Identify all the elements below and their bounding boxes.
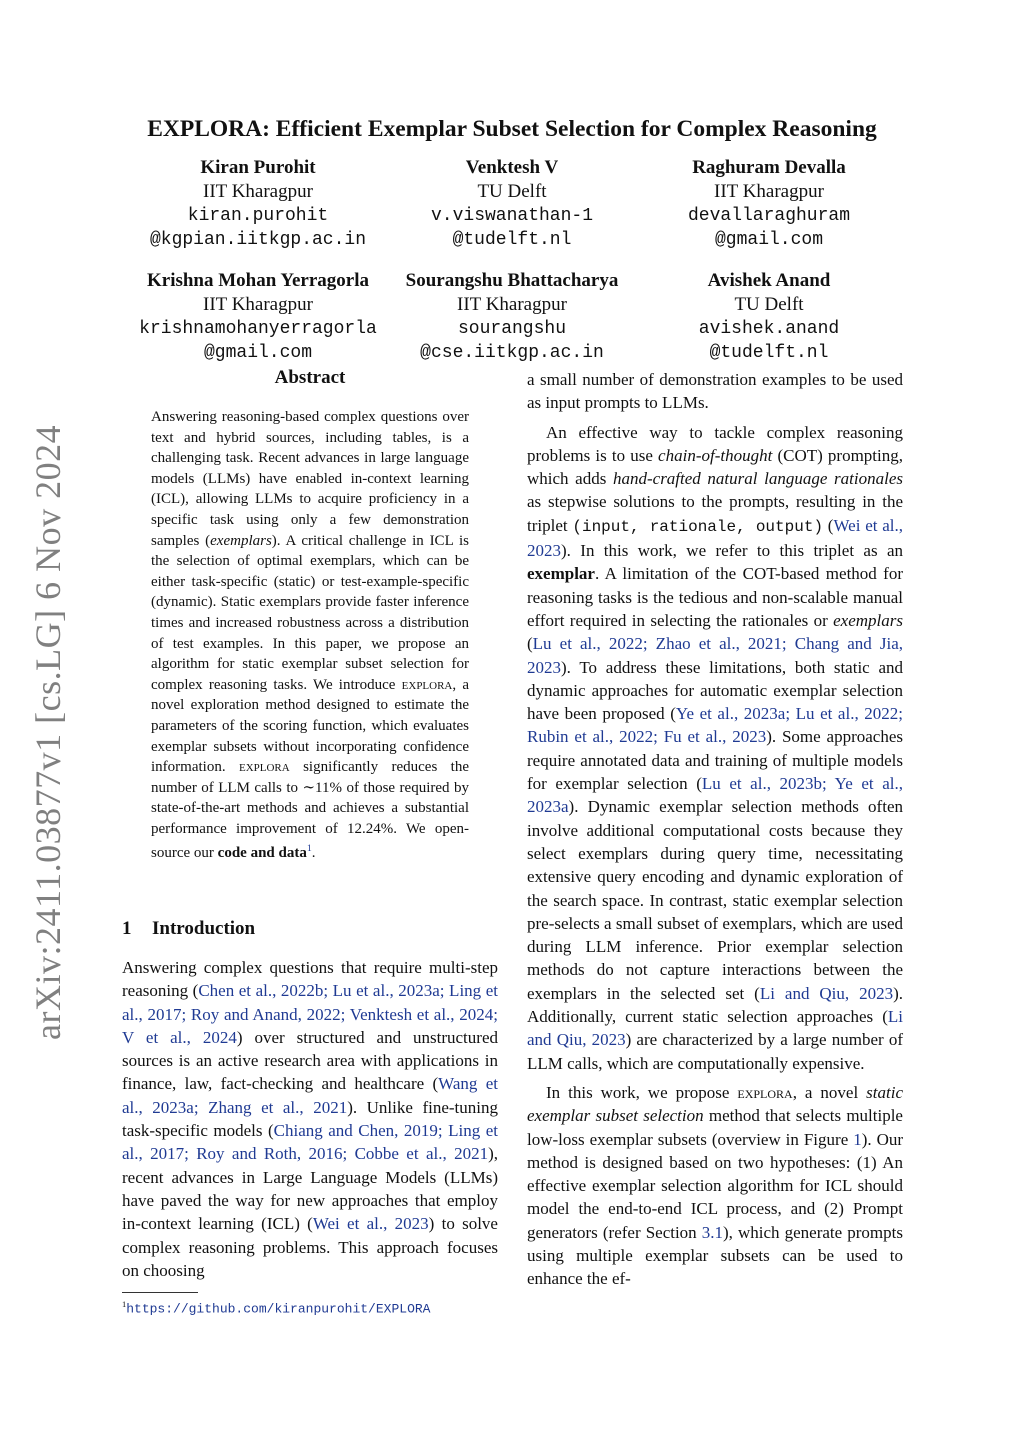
author-email: devallaraghuram	[687, 206, 851, 226]
author-email-domain: @tudelft.nl	[709, 343, 829, 363]
citation-link[interactable]: Chen et al., 2022b; Lu et al., 2023a; Ling et al., 2017; Roy and Anand, 2022; Venktesh et al., 2024; V et al., 2024	[122, 981, 498, 1047]
abstract-heading: Abstract	[274, 367, 346, 388]
citation-link[interactable]: Lu et al., 2022; Zhao et al., 2021; Chang and Jia, 2023	[527, 634, 903, 677]
footnote-rule	[122, 1292, 198, 1293]
paragraph: An effective way to tackle complex reasoning problems is to use chain-of-thought (COT) prompting, which adds hand-crafted natural language rationales as stepwise solutions to the prompts, resulting in the triplet (input, rationale, output) (Wei et al., 2023). In this work, we refer to this triplet as an exemplar. A limitation of the COT-based method for reasoning tasks is the tedious and non-scalable manual effort required in selecting the rationales or exemplars (Lu et al., 2022; Zhao et al., 2021; Chang and Jia, 2023). To address these limitations, both static and dynamic approaches for automatic exemplar selection have been proposed (Ye et al., 2023a; Lu et al., 2022; Rubin et al., 2022; Fu et al., 2023). Some approaches require annotated data and training of multiple models for exemplar selection (Lu et al., 2023b; Ye et al., 2023a). Dynamic exemplar selection methods often involve additional computational costs because they select exemplars during query time, necessitating extensive query encoding and dynamic exploration of the search space. In contrast, static exemplar selection pre-selects a small subset of exemplars, which are used during LLM inference. Prior exemplar selection methods do not capture interactions between the exemplars in the selected set (Li and Qiu, 2023). Additionally, current static selection approaches (Li and Qiu, 2023) are characterized by a large number of LLM calls, which are computationally expensive.	[527, 422, 904, 1073]
author-email: krishnamohanyerragorla	[139, 319, 377, 339]
author-email-domain: @cse.iitkgp.ac.in	[420, 343, 604, 363]
citation-link[interactable]: Wang et al., 2023a; Zhang et al., 2021	[122, 1074, 499, 1117]
paragraph: Answering complex questions that require multi-step reasoning (Chen et al., 2022b; Lu et al., 2023a; Ling et al., 2017; Roy and Anand, 2022; Venktesh et al., 2024; V et al., 2024) over structured and unstructured sources is an active research area with applications in finance, law, fact-checking and healthcare (Wang et al., 2023a; Zhang et al., 2021). Unlike fine-tuning task-specific models (Chiang and Chen, 2019; Ling et al., 2017; Roy and Roth, 2016; Cobbe et al., 2021), recent advances in Large Language Models (LLMs) have paved the way for new approaches that employ in-context learning (ICL) (Wei et al., 2023) to solve complex reasoning problems. This approach focuses on choosing	[122, 958, 499, 1280]
paragraph: In this work, we propose explora, a novel static exemplar subset selection method that selects multiple low-loss exemplar subsets (overview in Figure 1). Our method is designed based on two hypotheses: (1) An effective exemplar selection algorithm for ICL should model the end-to-end ICL process, and (2) Prompt generators (refer Section 3.1), which generate prompts using multiple exemplar subsets can be used to enhance the ef-	[527, 1082, 904, 1289]
author-affiliation: IIT Kharagpur	[203, 294, 313, 315]
author-affiliation: IIT Kharagpur	[714, 181, 824, 202]
right-column-text	[527, 368, 903, 1291]
author-name: Avishek Anand	[707, 270, 831, 291]
citation-link[interactable]: Chiang and Chen, 2019; Ling et al., 2017; Roy and Roth, 2016; Cobbe et al., 2021	[122, 1121, 498, 1164]
author-affiliation: TU Delft	[477, 181, 547, 202]
author-email: v.viswanathan-1	[430, 206, 594, 226]
author-block	[362, 269, 662, 365]
author-email-domain: @kgpian.iitkgp.ac.in	[149, 230, 367, 250]
author-affiliation: IIT Kharagpur	[457, 294, 567, 315]
author-name: Krishna Mohan Yerragorla	[146, 270, 369, 291]
abstract-body: Answering reasoning-based complex questions over text and hybrid sources, including tables, is a challenging task. Recent advances in large language models (LLMs) have enabled in-context learning (ICL), allowing LLMs to acquire proficiency in a specific task using only a few demonstration samples (exemplars). A critical challenge in ICL is the selection of optimal exemplars, which can be either task-specific (static) or test-example-specific (dynamic). Static exemplars provide faster inference times and increased robustness across a distribution of test examples. In this paper, we propose an algorithm for static exemplar subset selection for complex reasoning tasks. We introduce explora, a novel exploration method designed to estimate the parameters of the scoring function, which evaluates exemplar subsets without incorporating confidence information. explora significantly reduces the number of LLM calls to ∼11% of those required by state-of-the-art methods and achieves a substantial performance improvement of 12.24%. We open-source our code and data$^1$.	[151, 409, 469, 862]
citation-link[interactable]: Li and Qiu, 2023	[759, 983, 894, 1003]
arxiv-stamp: arXiv:2411.03877v1 [cs.LG] 6 Nov 2024	[28, 424, 68, 1040]
author-name: Kiran Purohit	[200, 157, 316, 178]
author-email-domain: @gmail.com	[714, 230, 824, 250]
citation-link[interactable]: Ye et al., 2023a; Lu et al., 2022; Rubin et al., 2022; Fu et al., 2023	[527, 704, 903, 747]
citation-link[interactable]: Li and Qiu, 2023	[527, 1007, 903, 1050]
citation-link[interactable]: Wei et al., 2023	[312, 1214, 429, 1234]
author-block	[619, 269, 919, 365]
footnote: $^1$https://github.com/kiranpurohit/EXPLORA	[122, 1299, 431, 1317]
footnote-link[interactable]: https://github.com/kiranpurohit/EXPLORA	[126, 1301, 431, 1317]
author-email: avishek.anand	[698, 319, 840, 339]
section-heading: 1 Introduction	[122, 918, 256, 939]
author-name: Venktesh V	[465, 157, 559, 178]
author-email: sourangshu	[457, 319, 567, 339]
author-affiliation: IIT Kharagpur	[203, 181, 313, 202]
author-email: kiran.purohit	[187, 206, 329, 226]
citation-link[interactable]: Wei et al., 2023	[527, 515, 904, 561]
citation-link[interactable]: Lu et al., 2023b; Ye et al., 2023a	[527, 774, 903, 817]
paragraph: a small number of demonstration examples to be used as input prompts to LLMs.	[527, 370, 903, 413]
author-name: Sourangshu Bhattacharya	[405, 270, 619, 291]
author-block	[619, 156, 919, 252]
author-affiliation: TU Delft	[734, 294, 804, 315]
footnote-marker[interactable]: 1	[306, 843, 312, 855]
figure-ref-link[interactable]: 1	[853, 1129, 862, 1149]
author-email-domain: @gmail.com	[203, 343, 313, 363]
left-column-text	[122, 956, 498, 1282]
author-email-domain: @tudelft.nl	[452, 230, 572, 250]
author-name: Raghuram Devalla	[692, 157, 846, 178]
paper-title: EXPLORA: Efficient Exemplar Subset Selection for Complex Reasoning	[147, 116, 877, 142]
author-block	[362, 156, 662, 252]
section-ref-link[interactable]: 3.1	[701, 1222, 724, 1242]
